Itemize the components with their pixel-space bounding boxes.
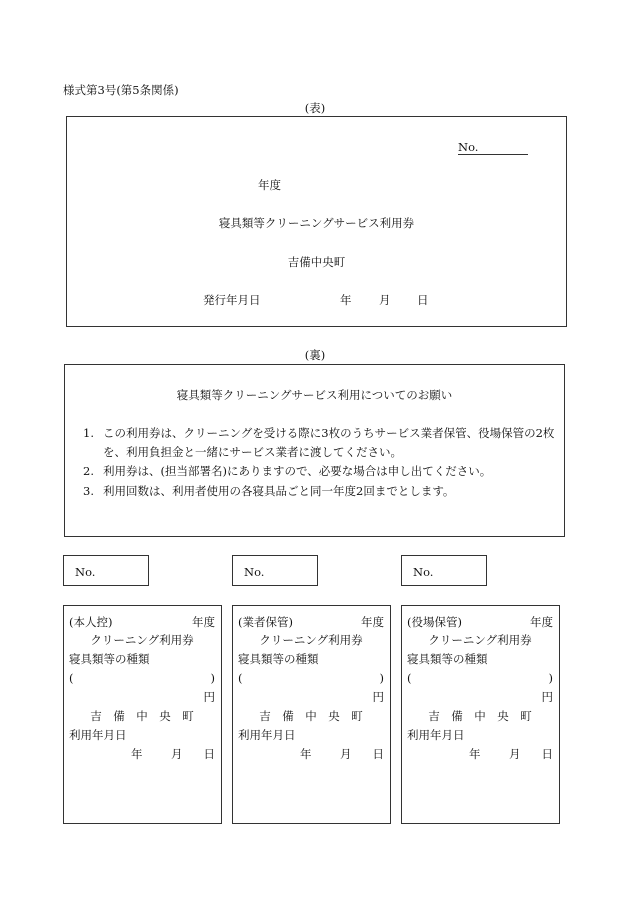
- stub-paren-open: (: [69, 671, 74, 685]
- stub-paren-close: ): [379, 671, 384, 685]
- voucher-title: 寝具類等クリーニングサービス利用券: [218, 216, 415, 230]
- stub-town: 吉 備 中 央 町: [90, 709, 194, 723]
- serial-number-field: [458, 140, 528, 155]
- stub-month: 月: [340, 747, 352, 761]
- fiscal-year-label: 年度: [258, 178, 281, 192]
- stub-paren-close: ): [210, 671, 215, 685]
- issue-date-label: 発行年月日: [203, 293, 261, 307]
- stub-town: 吉 備 中 央 町: [259, 709, 363, 723]
- ticket-stub-vendor: [232, 605, 391, 824]
- stub-day: 日: [541, 747, 553, 761]
- stub-kind-field: [407, 670, 553, 686]
- stub-ticket-name: クリーニング利用券: [90, 633, 194, 647]
- stub-use-date-label: 利用年月日: [238, 728, 296, 742]
- notice-item-text: 利用券は、(担当部署名)にありますので、必要な場合は申し出てください。: [103, 464, 492, 478]
- front-voucher: [66, 116, 567, 327]
- stub-year-label: 年度: [530, 615, 553, 629]
- notice-item-number: 1.: [83, 426, 94, 440]
- stub-kind-label: 寝具類等の種類: [238, 652, 319, 666]
- stub-kind-label: 寝具類等の種類: [69, 652, 150, 666]
- stub-month: 月: [509, 747, 521, 761]
- stub-kind-field: [238, 670, 384, 686]
- stub-holder: (本人控): [69, 615, 113, 629]
- stub-year-label: 年度: [361, 615, 384, 629]
- town-name: 吉備中央町: [287, 255, 346, 269]
- issue-day-label: 日: [417, 293, 429, 307]
- stub-paren-open: (: [407, 671, 412, 685]
- stub-yen: 円: [372, 690, 384, 704]
- stub-yen: 円: [203, 690, 215, 704]
- stub-number-label: No.: [413, 565, 434, 579]
- stub-date-row: [407, 746, 553, 762]
- notice-item-number: 2.: [83, 464, 94, 478]
- stub-month: 月: [171, 747, 183, 761]
- front-side-label: (表): [304, 101, 326, 115]
- stub-kind-label: 寝具類等の種類: [407, 652, 488, 666]
- stub-day: 日: [203, 747, 215, 761]
- stub-date-row: [238, 746, 384, 762]
- notice-item-number: 3.: [83, 484, 94, 498]
- stub-year: 年: [300, 747, 312, 761]
- stub-holder: (業者保管): [238, 615, 293, 629]
- stub-number-box: [232, 555, 318, 586]
- notice-item: [83, 424, 561, 462]
- stub-town: 吉 備 中 央 町: [428, 709, 532, 723]
- stub-use-date-label: 利用年月日: [69, 728, 127, 742]
- stub-number-label: No.: [244, 565, 265, 579]
- stub-paren-close: ): [548, 671, 553, 685]
- notice-item: [83, 482, 561, 501]
- stub-number-box: [401, 555, 487, 586]
- ticket-stub-office: [401, 605, 560, 824]
- issue-year-label: 年: [340, 293, 352, 307]
- back-side-label: (裏): [304, 348, 326, 362]
- stub-ticket-name: クリーニング利用券: [428, 633, 532, 647]
- stub-date-row: [69, 746, 215, 762]
- stub-year-label: 年度: [192, 615, 215, 629]
- stub-header-row: [238, 614, 384, 630]
- back-notice: [64, 364, 565, 537]
- serial-number-label: No.: [458, 140, 479, 154]
- ticket-stub-personal: [63, 605, 222, 824]
- stub-kind-field: [69, 670, 215, 686]
- stub-day: 日: [372, 747, 384, 761]
- stub-yen: 円: [541, 690, 553, 704]
- stub-holder: (役場保管): [407, 615, 462, 629]
- notice-item-text: この利用券は、クリーニングを受ける際に3枚のうちサービス業者保管、役場保管の2枚を、利用負担金と一緒にサービス業者に渡してください。: [103, 426, 555, 459]
- stub-number-box: [63, 555, 149, 586]
- stub-header-row: [69, 614, 215, 630]
- stub-paren-open: (: [238, 671, 243, 685]
- issue-month-label: 月: [379, 293, 391, 307]
- stub-ticket-name: クリーニング利用券: [259, 633, 363, 647]
- notice-item: [83, 462, 561, 481]
- stub-year: 年: [131, 747, 143, 761]
- notice-item-text: 利用回数は、利用者使用の各寝具品ごと同一年度2回までとします。: [103, 484, 455, 498]
- stub-use-date-label: 利用年月日: [407, 728, 465, 742]
- notice-title: 寝具類等クリーニングサービス利用についてのお願い: [176, 388, 453, 402]
- stub-header-row: [407, 614, 553, 630]
- stub-number-label: No.: [75, 565, 96, 579]
- stub-year: 年: [469, 747, 481, 761]
- form-number: 様式第3号(第5条関係): [63, 83, 179, 97]
